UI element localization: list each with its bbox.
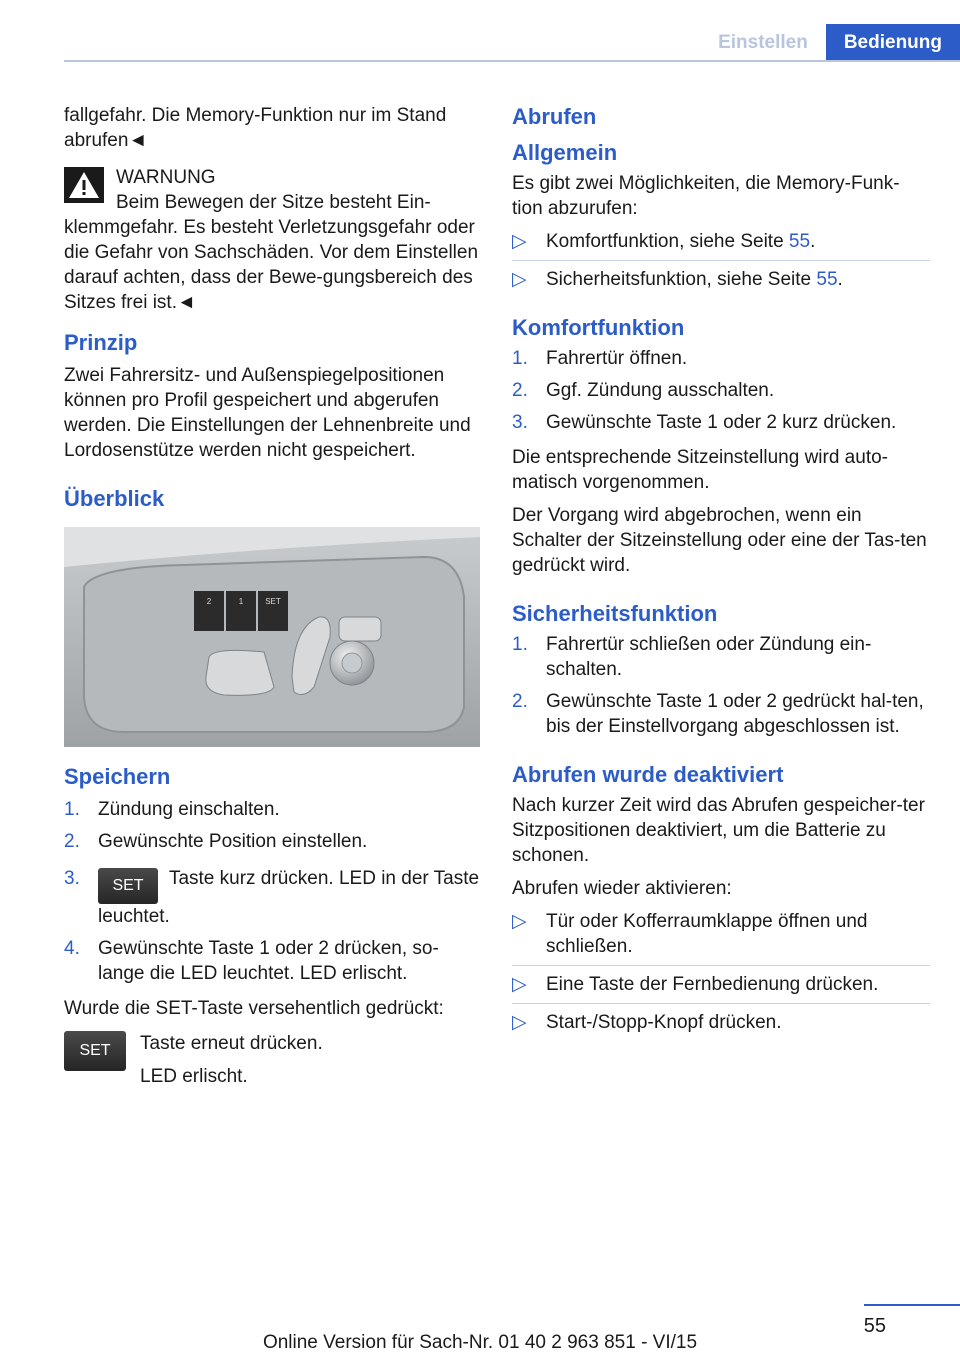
footer-divider	[864, 1304, 960, 1306]
list-item	[64, 936, 480, 986]
list-item	[512, 972, 930, 1004]
item-text: Komfortfunktion, siehe Seite	[546, 231, 789, 252]
item-text: Tür oder Kofferraumklappe öffnen und schließen.	[546, 911, 868, 957]
tab-bedienung[interactable]: Bedienung	[826, 24, 960, 62]
heading-allgemein: Allgemein	[512, 140, 618, 165]
step-number: 3.	[64, 868, 80, 889]
step-number: 1.	[512, 634, 528, 655]
step-text: Taste kurz drücken. LED in der Taste leuchtet.	[98, 868, 480, 927]
set-button-icon: SET	[98, 868, 158, 904]
step-number: 3.	[512, 412, 528, 433]
list-item	[64, 797, 480, 822]
step-text: Gewünschte Taste 1 oder 2 gedrückt hal-ten, bis der Einstellvorgang abgeschlossen ist.	[546, 691, 924, 737]
triangle-bullet-icon: ▷	[512, 231, 527, 252]
page-link[interactable]: 55	[816, 269, 838, 290]
step-number: 4.	[64, 938, 80, 959]
warning-icon	[64, 167, 104, 203]
komfort-text-2: Der Vorgang wird abgebrochen, wenn ein Schalter der Sitzeinstellung oder eine der Tas-ten gedrückt wird.	[512, 505, 927, 576]
item-text: Eine Taste der Fernbedienung drücken.	[546, 974, 879, 995]
photo-button-set-label: SET	[265, 597, 281, 606]
step-text: Fahrertür öffnen.	[546, 348, 688, 369]
online-version-text: Online Version für Sach-Nr. 01 40 2 963 851 - VI/15	[262, 1332, 698, 1353]
list-item	[512, 689, 930, 739]
set-reset-block	[64, 1031, 480, 1097]
triangle-bullet-icon: ▷	[512, 269, 527, 290]
deaktiviert-text: Nach kurzer Zeit wird das Abrufen gespeicher-ter Sitzpositionen deaktiviert, um die Batterie zu schonen.	[512, 795, 925, 866]
allgemein-list	[512, 229, 930, 292]
list-item	[512, 378, 930, 403]
triangle-bullet-icon: ▷	[512, 974, 527, 995]
heading-abrufen-deaktiviert: Abrufen wurde deaktiviert	[512, 762, 784, 787]
step-number: 2.	[512, 691, 528, 712]
seat-controls-photo	[64, 527, 480, 747]
list-item	[512, 346, 930, 371]
left-column	[64, 103, 480, 1097]
heading-ueberblick: Überblick	[64, 486, 165, 511]
photo-button-2-label: 2	[206, 597, 212, 606]
komfort-text-1: Die entsprechende Sitzeinstellung wird auto-matisch vorgenommen.	[512, 447, 888, 493]
prinzip-text: Zwei Fahrersitz- und Außenspiegelpositionen können pro Profil gespeichert und abgerufen werden. Die Einstellungen der Lehnenbreite und Lordosenstütze werden nicht gespeichert.	[64, 365, 471, 461]
warning-box	[64, 165, 480, 315]
list-item	[512, 632, 930, 682]
list-item	[512, 1010, 930, 1035]
list-item: ▷ Sicherheitsfunktion, siehe Seite 55.	[512, 269, 843, 290]
heading-prinzip: Prinzip	[64, 330, 138, 355]
list-item	[512, 909, 930, 966]
step-text: Gewünschte Taste 1 oder 2 drücken, so-lange die LED leuchtet. LED erlischt.	[98, 938, 439, 984]
sicherheit-list	[512, 632, 930, 739]
page-link[interactable]: 55	[788, 231, 811, 252]
step-text: Fahrertür schließen oder Zündung ein-schalten.	[546, 634, 872, 680]
intro-text: fallgefahr. Die Memory-Funktion nur im Stand abrufen◄	[64, 105, 447, 151]
list-item	[64, 866, 480, 929]
reaktivieren-list	[512, 909, 930, 1035]
erneut-text: Taste erneut drücken.	[140, 1033, 323, 1054]
speichern-list	[64, 797, 480, 986]
komfort-list	[512, 346, 930, 435]
warning-text: Beim Bewegen der Sitze besteht Ein-klemmgefahr. Es besteht Verletzungsgefahr oder die Gefahr von Sachschäden. Vor dem Einstellen darauf achten, dass der Bewe-gungsbereich des Sitzes frei ist.◄	[64, 192, 479, 313]
right-column	[512, 103, 930, 1045]
heading-abrufen: Abrufen	[512, 104, 597, 129]
header-divider	[64, 60, 960, 62]
page-number: 55	[863, 1315, 886, 1337]
led-text: LED erlischt.	[140, 1066, 248, 1087]
triangle-bullet-icon: ▷	[512, 1012, 527, 1033]
photo-button-1-label: 1	[238, 597, 244, 606]
reaktivieren-text: Abrufen wieder aktivieren:	[512, 878, 732, 899]
set-button-icon: SET	[64, 1031, 126, 1071]
step-text: Gewünschte Taste 1 oder 2 kurz drücken.	[546, 412, 897, 433]
tab-einstellen[interactable]: Einstellen	[700, 24, 826, 62]
heading-sicherheitsfunktion: Sicherheitsfunktion	[512, 601, 718, 626]
step-text: Zündung einschalten.	[98, 799, 280, 820]
list-item	[64, 829, 480, 854]
item-text: Start-/Stopp-Knopf drücken.	[546, 1012, 782, 1033]
list-item	[512, 410, 930, 435]
step-text: Gewünschte Position einstellen.	[98, 831, 368, 852]
allgemein-text: Es gibt zwei Möglichkeiten, die Memory-Funk-tion abzurufen:	[512, 173, 900, 219]
header-tabs	[700, 24, 960, 62]
step-number: 1.	[512, 348, 528, 369]
warning-title: WARNUNG	[116, 167, 216, 188]
triangle-bullet-icon: ▷	[512, 911, 527, 932]
step-text: Ggf. Zündung ausschalten.	[546, 380, 775, 401]
step-number: 2.	[512, 380, 528, 401]
step-number: 1.	[64, 799, 80, 820]
item-text: Sicherheitsfunktion, siehe Seite	[546, 269, 817, 290]
versehentlich-text: Wurde die SET-Taste versehentlich gedrückt:	[64, 998, 444, 1019]
heading-speichern: Speichern	[64, 764, 171, 789]
heading-komfortfunktion: Komfortfunktion	[512, 315, 685, 340]
step-number: 2.	[64, 831, 80, 852]
list-item: ▷ Komfortfunktion, siehe Seite 55.	[512, 229, 930, 261]
